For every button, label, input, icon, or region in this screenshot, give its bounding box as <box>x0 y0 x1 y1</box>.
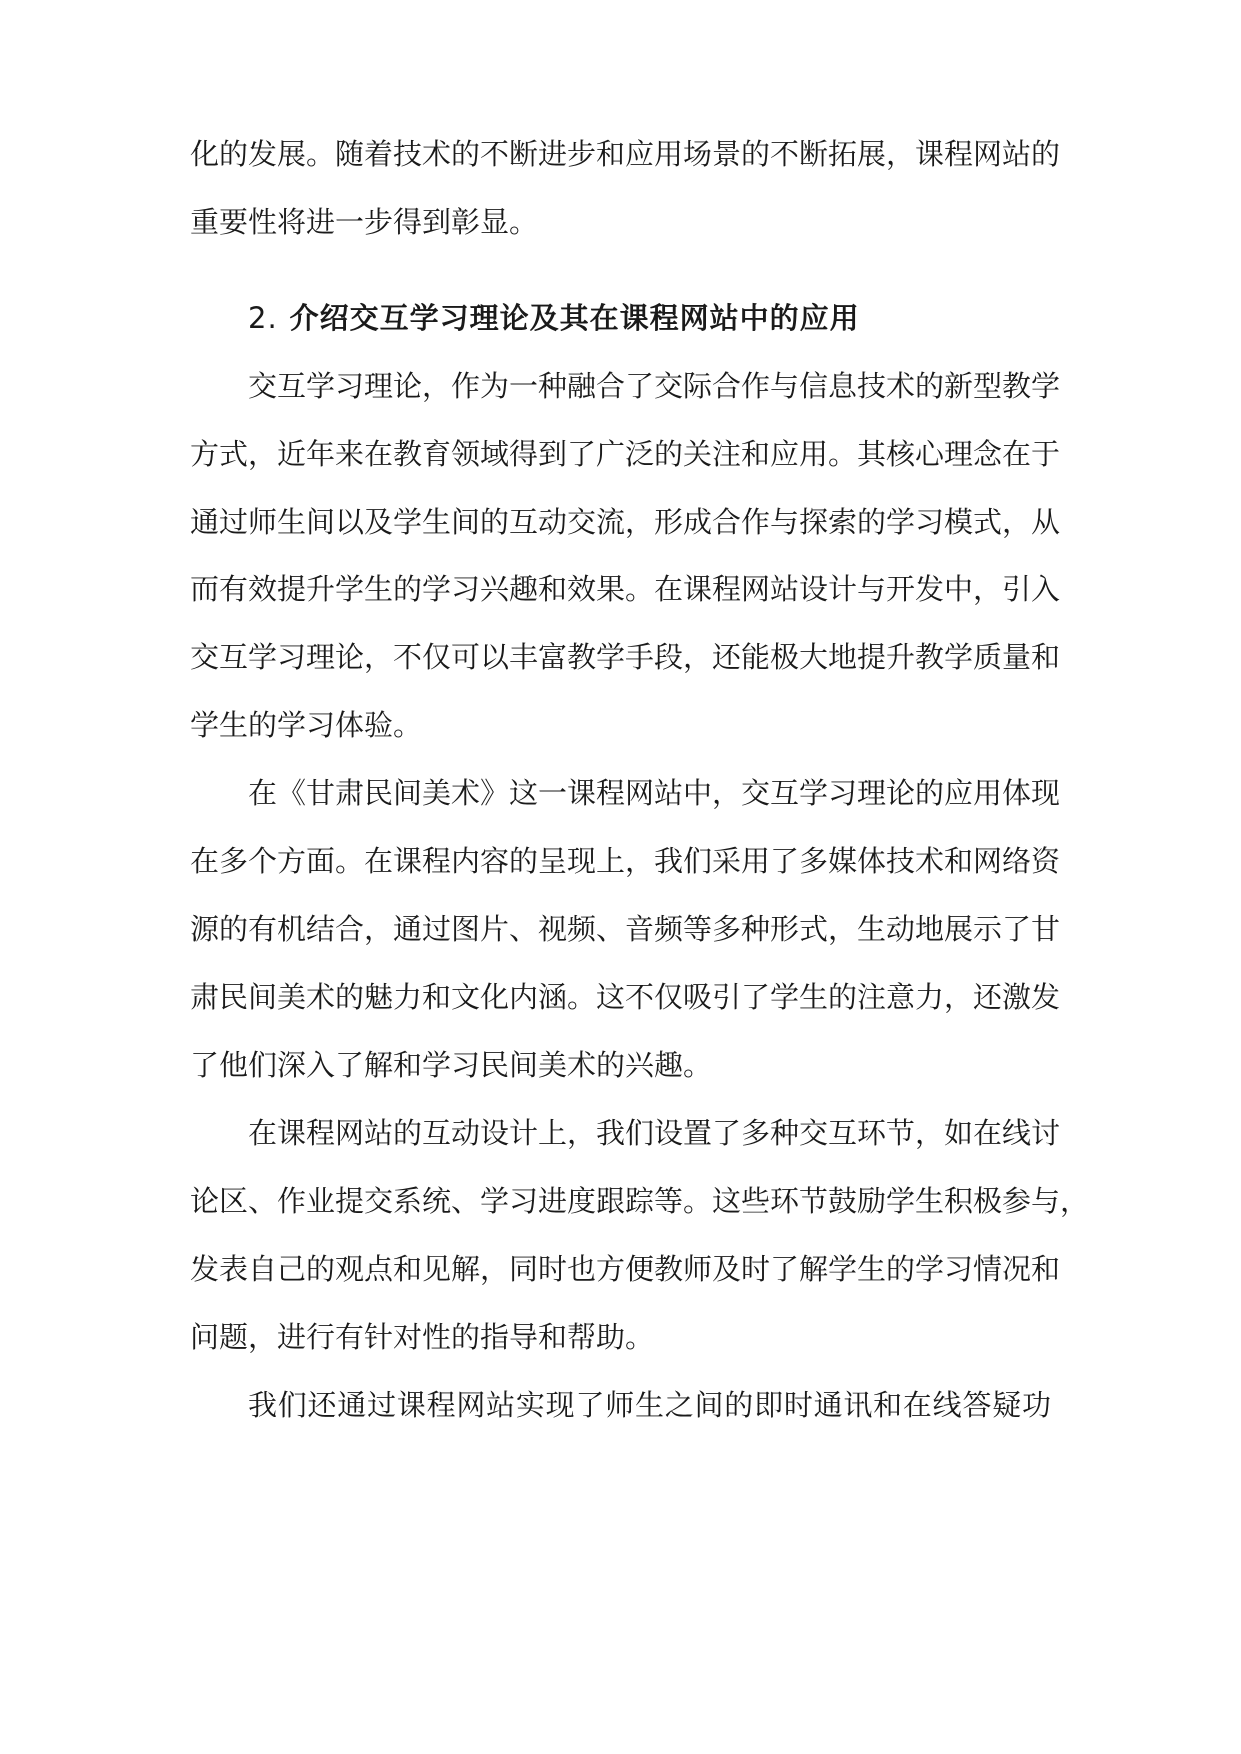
text-line: 重要性将进一步得到彰显。 <box>190 205 539 239</box>
text-line: 交互学习理论，不仅可以丰富教学手段，还能极大地提升教学质量和 <box>190 640 1061 674</box>
text-line: 在多个方面。在课程内容的呈现上，我们采用了多媒体技术和网络资 <box>190 844 1061 878</box>
text-line: 了他们深入了解和学习民间美术的兴趣。 <box>190 1048 713 1082</box>
text-line: 化的发展。随着技术的不断进步和应用场景的不断拓展，课程网站的 <box>190 137 1061 171</box>
section-title: 介绍交互学习理论及其在课程网站中的应用 <box>289 301 860 335</box>
text-line: 论区、作业提交系统、学习进度跟踪等。这些环节鼓励学生积极参与， <box>190 1184 1090 1218</box>
text-line: 肃民间美术的魅力和文化内涵。这不仅吸引了学生的注意力，还激发 <box>190 980 1061 1014</box>
text-line: 交互学习理论，作为一种融合了交际合作与信息技术的新型教学 <box>248 369 1061 403</box>
text-line: 源的有机结合，通过图片、视频、音频等多种形式，生动地展示了甘 <box>190 912 1061 946</box>
text-line: 方式，近年来在教育领域得到了广泛的关注和应用。其核心理念在于 <box>190 437 1061 471</box>
text-line: 在课程网站的互动设计上，我们设置了多种交互环节，如在线讨 <box>248 1116 1061 1150</box>
text-line: 而有效提升学生的学习兴趣和效果。在课程网站设计与开发中，引入 <box>190 572 1061 606</box>
text-line: 学生的学习体验。 <box>190 708 423 742</box>
text-line: 发表自己的观点和见解，同时也方便教师及时了解学生的学习情况和 <box>190 1252 1061 1286</box>
section-number: 2. <box>248 301 278 335</box>
text-line: 在《甘肃民间美术》这一课程网站中，交互学习理论的应用体现 <box>248 776 1061 810</box>
section-heading <box>248 298 860 338</box>
text-line: 问题，进行有针对性的指导和帮助。 <box>190 1320 655 1354</box>
text-line: 我们还通过课程网站实现了师生之间的即时通讯和在线答疑功 <box>248 1388 1051 1422</box>
text-line: 通过师生间以及学生间的互动交流，形成合作与探索的学习模式，从 <box>190 505 1061 539</box>
